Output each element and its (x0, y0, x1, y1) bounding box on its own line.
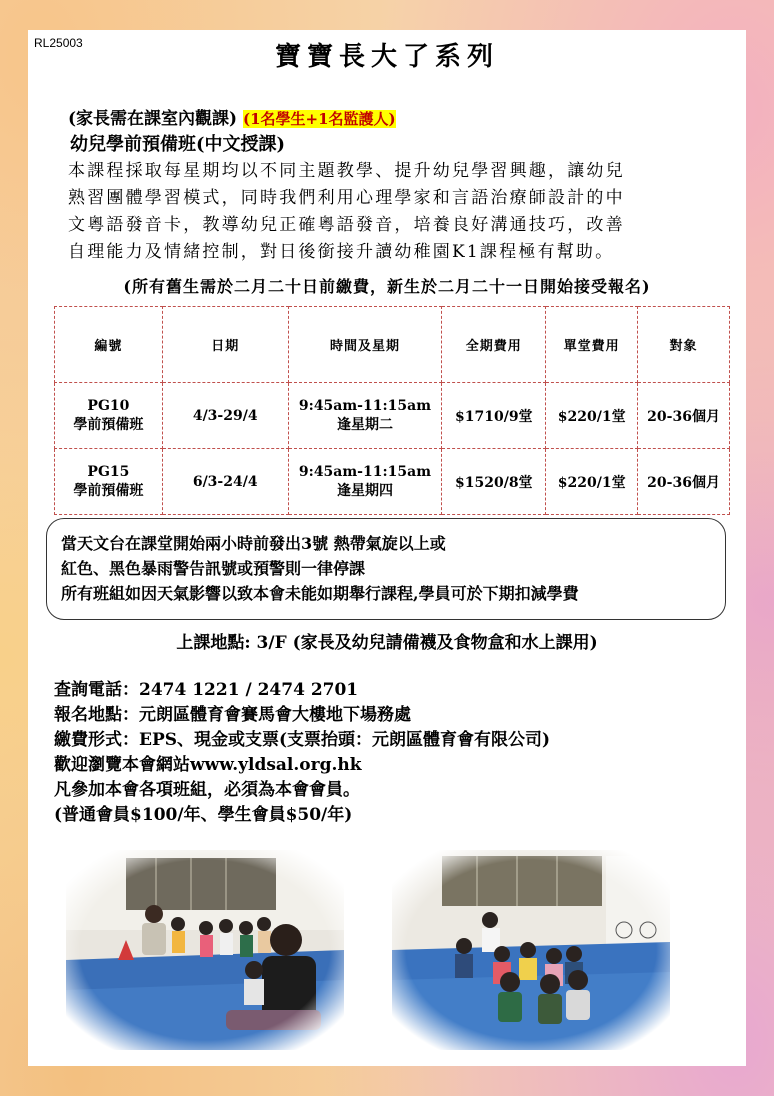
class-code: PG15 (87, 463, 130, 480)
header-full-fee: 全期費用 (442, 307, 546, 383)
header-date: 日期 (162, 307, 288, 383)
document-code: RL25003 (34, 36, 83, 50)
payment-methods: 繳費形式：EPS、現金或支票(支票抬頭：元朗區體育會有限公司) (54, 730, 551, 750)
subtitle-line (68, 104, 396, 129)
class-photo-2 (392, 850, 670, 1050)
participant-highlight: (1名學生+1名監護人) (243, 110, 396, 128)
header-single-fee: 單堂費用 (546, 307, 638, 383)
date-cell: 6/3-24/4 (162, 449, 288, 515)
website-line[interactable]: 歡迎瀏覽本會網站www.yldsal.org.hk (54, 755, 362, 775)
contact-info (54, 678, 550, 828)
weather-line: 紅色、黑色暴雨警告訊號或預警則一律停課 (61, 559, 366, 578)
class-schedule-table (54, 306, 730, 515)
single-fee-cell: $220/1堂 (546, 449, 638, 515)
header-time: 時間及星期 (288, 307, 442, 383)
class-code-cell (55, 383, 163, 449)
header-target: 對象 (638, 307, 730, 383)
intro-line: 自理能力及情緒控制，對日後銜接升讀幼稚園K1課程極有幫助。 (68, 242, 615, 262)
class-name: 學前預備班 (73, 416, 144, 433)
class-code: PG10 (87, 397, 130, 414)
parent-observe-note: (家長需在課室內觀課) (68, 109, 238, 129)
class-day: 逢星期二 (336, 416, 393, 433)
class-code-cell (55, 449, 163, 515)
time-cell (288, 449, 442, 515)
class-venue: 上課地點: 3/F (家長及幼兒請備襪及食物盒和水上課用) (176, 633, 598, 653)
full-fee-cell: $1710/9堂 (442, 383, 546, 449)
poster-title: 寶寶長大了系列 (274, 42, 499, 72)
weather-line: 當天文台在課堂開始兩小時前發出3號 熱帶氣旋以上或 (61, 534, 446, 553)
class-day: 逢星期四 (336, 482, 393, 499)
target-cell: 20-36個月 (638, 383, 730, 449)
course-intro (68, 158, 708, 266)
full-fee-cell: $1520/8堂 (442, 449, 546, 515)
enquiry-phone: 查詢電話：2474 1221 / 2474 2701 (54, 680, 359, 700)
payment-notice: (所有舊生需於二月二十日前繳費，新生於二月二十一日開始接受報名) (123, 277, 651, 296)
membership-requirement: 凡參加本會各項班組，必須為本會會員。 (54, 780, 360, 800)
membership-fees: (普通會員$100/年、學生會員$50/年) (54, 805, 353, 825)
course-name: 幼兒學前預備班(中文授課) (70, 134, 286, 155)
registration-location: 報名地點：元朗區體育會賽馬會大樓地下場務處 (54, 705, 411, 725)
intro-line: 文粵語發音卡，教導幼兒正確粵語發音，培養良好溝通技巧，改善 (68, 215, 625, 235)
weather-line: 所有班組如因天氣影響以致本會未能如期舉行課程,學員可於下期扣減學費 (61, 584, 579, 603)
time-cell (288, 383, 442, 449)
table-header-row (55, 307, 730, 383)
class-time: 9:45am-11:15am (298, 463, 432, 480)
class-name: 學前預備班 (73, 482, 144, 499)
intro-line: 熟習團體學習模式，同時我們利用心理學家和言語治療師設計的中 (68, 188, 625, 208)
class-time: 9:45am-11:15am (298, 397, 432, 414)
weather-notice-box (46, 518, 726, 620)
class-photo-1 (66, 850, 344, 1050)
table-row (55, 383, 730, 449)
table-row (55, 449, 730, 515)
header-code: 編號 (55, 307, 163, 383)
date-cell: 4/3-29/4 (162, 383, 288, 449)
target-cell: 20-36個月 (638, 449, 730, 515)
intro-line: 本課程採取每星期均以不同主題教學、提升幼兒學習興趣，讓幼兒 (68, 161, 625, 181)
single-fee-cell: $220/1堂 (546, 383, 638, 449)
